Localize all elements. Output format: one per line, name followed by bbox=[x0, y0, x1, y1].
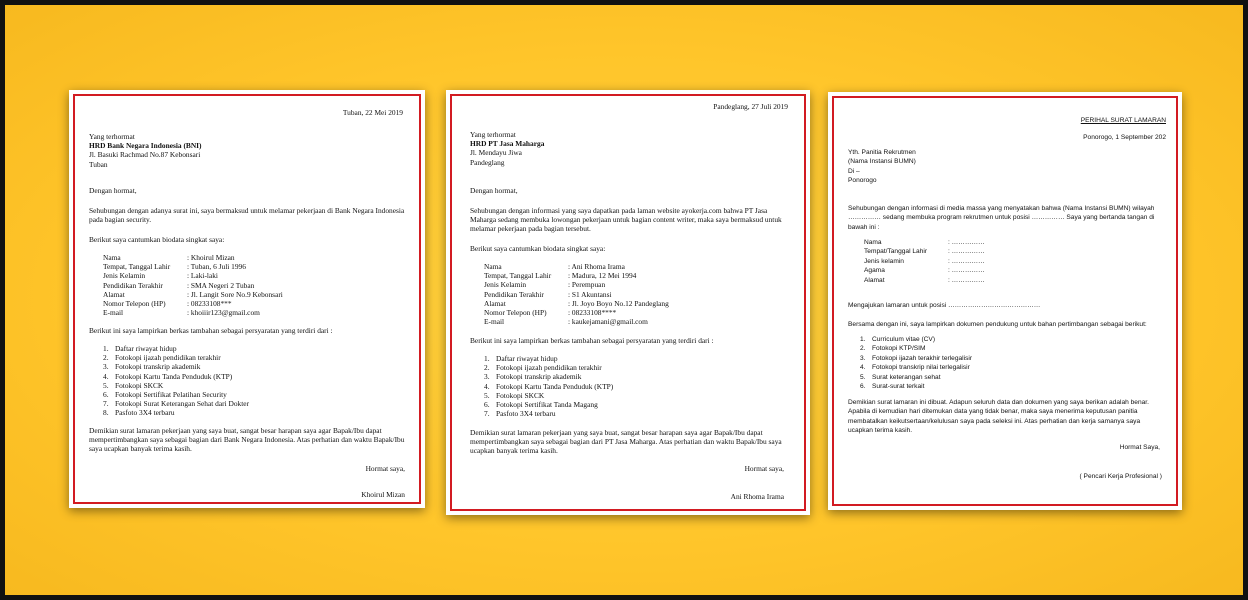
biodata-row: Tempat, Tanggal Lahir : Tuban, 6 Juli 1996 bbox=[103, 262, 246, 272]
intro-paragraph: Sehubungan dengan adanya surat ini, saya bermaksud untuk melamar pekerjaan di Bank Negara Indonesia pada bagian security. bbox=[89, 206, 405, 225]
recipient-address: Jl. Basuki Rachmad No.87 Kebonsari bbox=[89, 150, 201, 160]
biodata-row: Jenis Kelamin : Perempuan bbox=[484, 280, 606, 290]
list-item: 1. Daftar riwayat hidup bbox=[484, 354, 558, 363]
list-item: 6. Surat-surat terkait bbox=[860, 383, 925, 391]
list-item: 7. Fotokopi Surat Keterangan Sehat dari Dokter bbox=[103, 399, 250, 409]
list-item: 1. Daftar riwayat hidup bbox=[103, 344, 177, 353]
list-item: 6. Fotokopi Sertifikat Pelatihan Security bbox=[103, 390, 227, 400]
biodata-row: Nama : …………… bbox=[864, 239, 985, 246]
list-item: 4. Fotokopi Kartu Tanda Penduduk (KTP) bbox=[103, 371, 233, 381]
letter-bumn bbox=[828, 92, 1182, 510]
list-item: 4. Fotokopi transkrip nilai terlegalisir bbox=[860, 364, 970, 372]
letter-date: Tuban, 22 Mei 2019 bbox=[342, 108, 403, 117]
attachment-intro: Bersama dengan ini, saya lampirkan dokumen pendukung untuk bahan pertimbangan sebagai berikut: bbox=[848, 321, 1147, 328]
biodata-intro: Berikut saya cantumkan biodata singkat saya: bbox=[470, 244, 606, 253]
list-item: 2. Fotokopi ijazah pendidikan terakhir bbox=[103, 353, 221, 363]
biodata-list bbox=[103, 253, 405, 317]
letter-border bbox=[450, 94, 806, 511]
recipient-company: (Nama Instansi BUMN) bbox=[848, 158, 916, 166]
list-item: 6. Fotokopi Sertifikat Tanda Magang bbox=[484, 400, 598, 410]
recipient-company: HRD Bank Negara Indonesia (BNI) bbox=[89, 141, 202, 151]
list-item: 3. Fotokopi ijazah terakhir terlegalisir bbox=[860, 354, 973, 362]
biodata-row: Agama : …………… bbox=[864, 267, 985, 275]
biodata-row: Jenis Kelamin : Laki-laki bbox=[103, 271, 218, 281]
recipient-city: Tuban bbox=[89, 159, 108, 169]
letter-date: Pandeglang, 27 Juli 2019 bbox=[713, 102, 788, 111]
biodata-row: Tempat/Tanggal Lahir : …………… bbox=[864, 248, 985, 256]
closing-paragraph: Demikian surat lamaran pekerjaan yang saya buat, sangat besar harapan saya agar Bapak/Ibu dapat mempertimbangkan saya sebagai bagian dari Bank Negara Indonesia. Atas perhatian dan waktu Bapak/Ibu saya ucapkan banyak terima kasih. bbox=[89, 426, 405, 454]
letter-border bbox=[73, 94, 421, 504]
letter-date: Ponorogo, 1 September 202 bbox=[1083, 134, 1166, 141]
letter-border bbox=[832, 96, 1178, 506]
recipient-block bbox=[89, 132, 405, 169]
list-item: 3. Fotokopi transkrip akademik bbox=[484, 372, 582, 382]
attachment-list bbox=[103, 344, 405, 418]
recipient-company: HRD PT Jasa Maharga bbox=[470, 139, 545, 149]
yellow-background-frame bbox=[5, 5, 1243, 595]
biodata-row: Alamat : …………… bbox=[864, 276, 985, 284]
greeting: Dengan hormat, bbox=[89, 186, 137, 195]
sign-off: Hormat saya, bbox=[744, 464, 784, 473]
biodata-row: Alamat : Jl. Joyo Boyo No.12 Pandeglang bbox=[484, 298, 669, 308]
signer-name: ( Pencari Kerja Profesional ) bbox=[1079, 473, 1162, 480]
signer-name: Khoirul Mizan bbox=[361, 490, 405, 499]
biodata-row: Nomor Telepon (HP) : 08233108*** bbox=[103, 299, 232, 309]
list-item: 4. Fotokopi Kartu Tanda Penduduk (KTP) bbox=[484, 381, 614, 391]
biodata-row: Pendidikan Terakhir : SMA Negeri 2 Tuban bbox=[103, 280, 255, 290]
biodata-row: Nama : Ani Rhoma Irama bbox=[484, 262, 625, 271]
biodata-row: E-mail : kaukejamani@gmail.com bbox=[484, 317, 648, 327]
recipient-line: Yang terhormat bbox=[470, 130, 516, 139]
recipient-address: Di – bbox=[848, 167, 860, 175]
closing-paragraph: Demikian surat lamaran pekerjaan yang saya buat, sangat besar harapan saya agar Bapak/Ibu dapat mempertimbangkan saya sebagai bagian dari PT Jasa Maharga. Atas perhatian dan waktu Bapak/Ibu saya ucapkan banyak terima kasih. bbox=[470, 428, 782, 456]
biodata-row: E-mail : khoiiir123@gmail.com bbox=[103, 308, 260, 318]
attachment-list bbox=[860, 335, 1162, 391]
list-item: 1. Curriculum vitae (CV) bbox=[860, 336, 936, 343]
signer-name: Ani Rhoma Irama bbox=[730, 492, 784, 501]
list-item: 8. Pasfoto 3X4 terbaru bbox=[103, 408, 175, 418]
intro-paragraph: Sehubungan dengan informasi di media massa yang menyatakan bahwa (Nama Instansi BUMN) wilayah …………… sedang membuka program rekrutmen untuk posisi …………… Saya yang bertanda tangan di bawah ini : bbox=[848, 205, 1155, 231]
list-item: 2. Fotokopi KTP/SIM bbox=[860, 345, 926, 353]
biodata-row: Nama : Khoirul Mizan bbox=[103, 253, 235, 262]
letter-jasa-maharga bbox=[446, 90, 810, 515]
recipient-block bbox=[470, 130, 790, 167]
list-item: 7. Pasfoto 3X4 terbaru bbox=[484, 409, 556, 419]
attachment-intro: Berikut ini saya lampirkan berkas tambahan sebagai persyaratan yang terdiri dari : bbox=[89, 326, 333, 335]
biodata-row: Nomor Telepon (HP) : 08233108**** bbox=[484, 308, 617, 318]
greeting: Dengan hormat, bbox=[470, 186, 518, 195]
sign-off: Hormat saya, bbox=[365, 464, 405, 473]
sign-off: Hormat Saya, bbox=[1119, 444, 1160, 451]
biodata-list bbox=[864, 238, 1162, 285]
recipient-block bbox=[848, 148, 1162, 186]
list-item: 3. Fotokopi transkrip akademik bbox=[103, 362, 201, 372]
recipient-address: Jl. Mendayu Jiwa bbox=[470, 148, 522, 158]
recipient-city: Ponorogo bbox=[848, 177, 877, 185]
attachment-list bbox=[484, 354, 790, 418]
apply-line: Mengajukan lamaran untuk posisi …………………………………… bbox=[848, 302, 1041, 309]
letter-bni bbox=[69, 90, 425, 508]
biodata-row: Pendidikan Terakhir : S1 Akuntansi bbox=[484, 289, 612, 299]
list-item: 5. Fotokopi SKCK bbox=[103, 380, 164, 390]
list-item: 5. Fotokopi SKCK bbox=[484, 390, 545, 400]
list-item: 5. Surat keterangan sehat bbox=[860, 373, 941, 381]
recipient-line: Yang terhormat bbox=[89, 132, 135, 141]
intro-paragraph: Sehubungan dengan informasi yang saya dapatkan pada laman website ayokerja.com bahwa PT Jasa Maharga sedang membuka lowongan pekerjaan untuk bagian content writer, maka saya bermaksud untuk melamar pekerjaan pada bagian tersebut. bbox=[470, 206, 782, 234]
biodata-intro: Berikut saya cantumkan biodata singkat saya: bbox=[89, 235, 225, 244]
biodata-row: Jenis kelamin : …………… bbox=[864, 257, 985, 265]
recipient-line: Yth. Panitia Rekrutmen bbox=[848, 149, 916, 156]
list-item: 2. Fotokopi ijazah pendidikan terakhir bbox=[484, 363, 602, 373]
biodata-row: Tempat, Tanggal Lahir : Madura, 12 Mei 1994 bbox=[484, 271, 637, 281]
biodata-row: Alamat : Jl. Langit Sore No.9 Kebonsari bbox=[103, 289, 283, 299]
biodata-list bbox=[484, 262, 790, 326]
closing-paragraph: Demikian surat lamaran ini dibuat. Adapun seluruh data dan dokumen yang saya berikan adalah benar. Apabila di kemudian hari ditemukan data yang tidak benar, maka saya menerima keputusan panitia membatalkan keikutsertaan/kelulusan saya pada seleksi ini. Atas perhatian dan kerja samanya saya ucapkan terima kasih. bbox=[848, 399, 1149, 435]
recipient-city: Pandeglang bbox=[470, 157, 505, 167]
attachment-intro: Berikut ini saya lampirkan berkas tambahan sebagai persyaratan yang terdiri dari : bbox=[470, 336, 714, 345]
letter-subject: PERIHAL SURAT LAMARAN bbox=[1080, 117, 1166, 124]
